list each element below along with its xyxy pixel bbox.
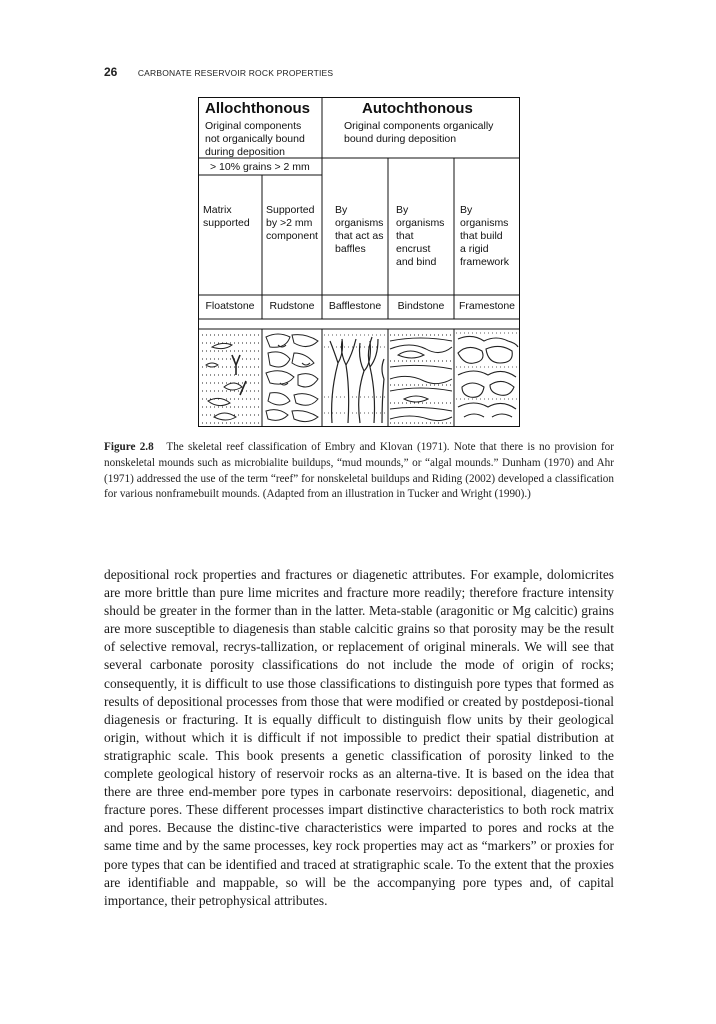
- autochthonous-title: Autochthonous: [362, 100, 473, 117]
- figure-caption: [104, 440, 614, 503]
- body-paragraph: depositional rock properties and fractures or diagenetic attributes. For example, dolomicrites are more brittle than pure lime micrites and fracture more readily; therefore fracture intensity should be greater in the former than in the latter. Meta-stable (aragonitic or Mg calcitic) grains are more susceptible to diagenesis than stable calcitic grains so that porosity may be the result of selective removal, recrys-tallization, or replacement of original minerals. We will see that several carbonate porosity classifications do not include the mode of origin of rocks; consequently, it is difficult to use those classifications to distinguish pore types that formed as results of depositional processes from those that were modified or created by postdeposi-tional diagenesis or fracturing. It is equally difficult to distinguish flow units by their geological origin, without which it is difficult if not impossible to predict their spatial distribution at stratigraphic scale. This book presents a genetic classification of porosity linked to the complete geological history of reservoir rocks as an alterna-tive. It is based on the idea that there are three end-member pore types in carbonate reservoirs: depositional, diagenetic, and fracture pores. These different processes impart distinctive characteristics to both rock matrix and pores. Because the distinc-tive characteristics were imparted to pores and rocks at the same time and by the same processes, key rock properties may act as “markers” or proxies for pore types that can be identified and traced at stratigraphic scale. To the extent that the proxies are identifiable and mappable, so will be the accompanying pore types and, of capital importance, their petrophysical attributes.: [104, 567, 614, 908]
- rudstone-illustration: [266, 334, 318, 422]
- rudstone-label: Rudstone: [269, 300, 315, 312]
- autochthonous-description: Original components organically bound during deposition: [344, 120, 494, 145]
- bindstone-label: Bindstone: [397, 300, 445, 312]
- bafflestone-criteria: By organisms that act as baffles: [335, 204, 384, 255]
- floatstone-label: Floatstone: [205, 300, 255, 312]
- floatstone-illustration: [202, 335, 260, 423]
- figure-label: Figure 2.8: [104, 441, 154, 453]
- running-head: CARBONATE RESERVOIR ROCK PROPERTIES: [137, 68, 334, 78]
- framestone-illustration: [456, 333, 518, 417]
- bindstone-illustration: [390, 335, 452, 423]
- rudstone-criteria: Supported by >2 mm component: [266, 204, 318, 242]
- caption-text: The skeletal reef classification of Embry and Klovan (1971). Note that there is no provision for nonskeletal mounds such as microbialite buildups, “mud mounds,” or “algal mounds.” Dunham (1970) and Ahr (1971) addressed the use of the term “reef” for nonskeletal buildups and Riding (2002) developed a classification for various nonframebuilt mounds. (Adapted from an illustration in Tucker and Wright (1990).): [104, 441, 614, 501]
- grain-size-note: > 10% grains > 2 mm: [210, 161, 310, 173]
- floatstone-criteria: Matrix supported: [203, 204, 250, 229]
- page-header: [104, 63, 333, 81]
- bafflestone-illustration: [324, 335, 386, 423]
- reef-classification-figure: [198, 97, 520, 427]
- allochthonous-description: Original components not organically bound during deposition: [205, 120, 305, 158]
- page-number: 26: [104, 65, 118, 79]
- framestone-label: Framestone: [458, 300, 516, 312]
- framestone-criteria: By organisms that build a rigid framework: [460, 204, 510, 268]
- allochthonous-title: Allochthonous: [205, 100, 310, 117]
- bafflestone-label: Bafflestone: [328, 300, 382, 312]
- bindstone-criteria: By organisms that encrust and bind: [396, 204, 445, 268]
